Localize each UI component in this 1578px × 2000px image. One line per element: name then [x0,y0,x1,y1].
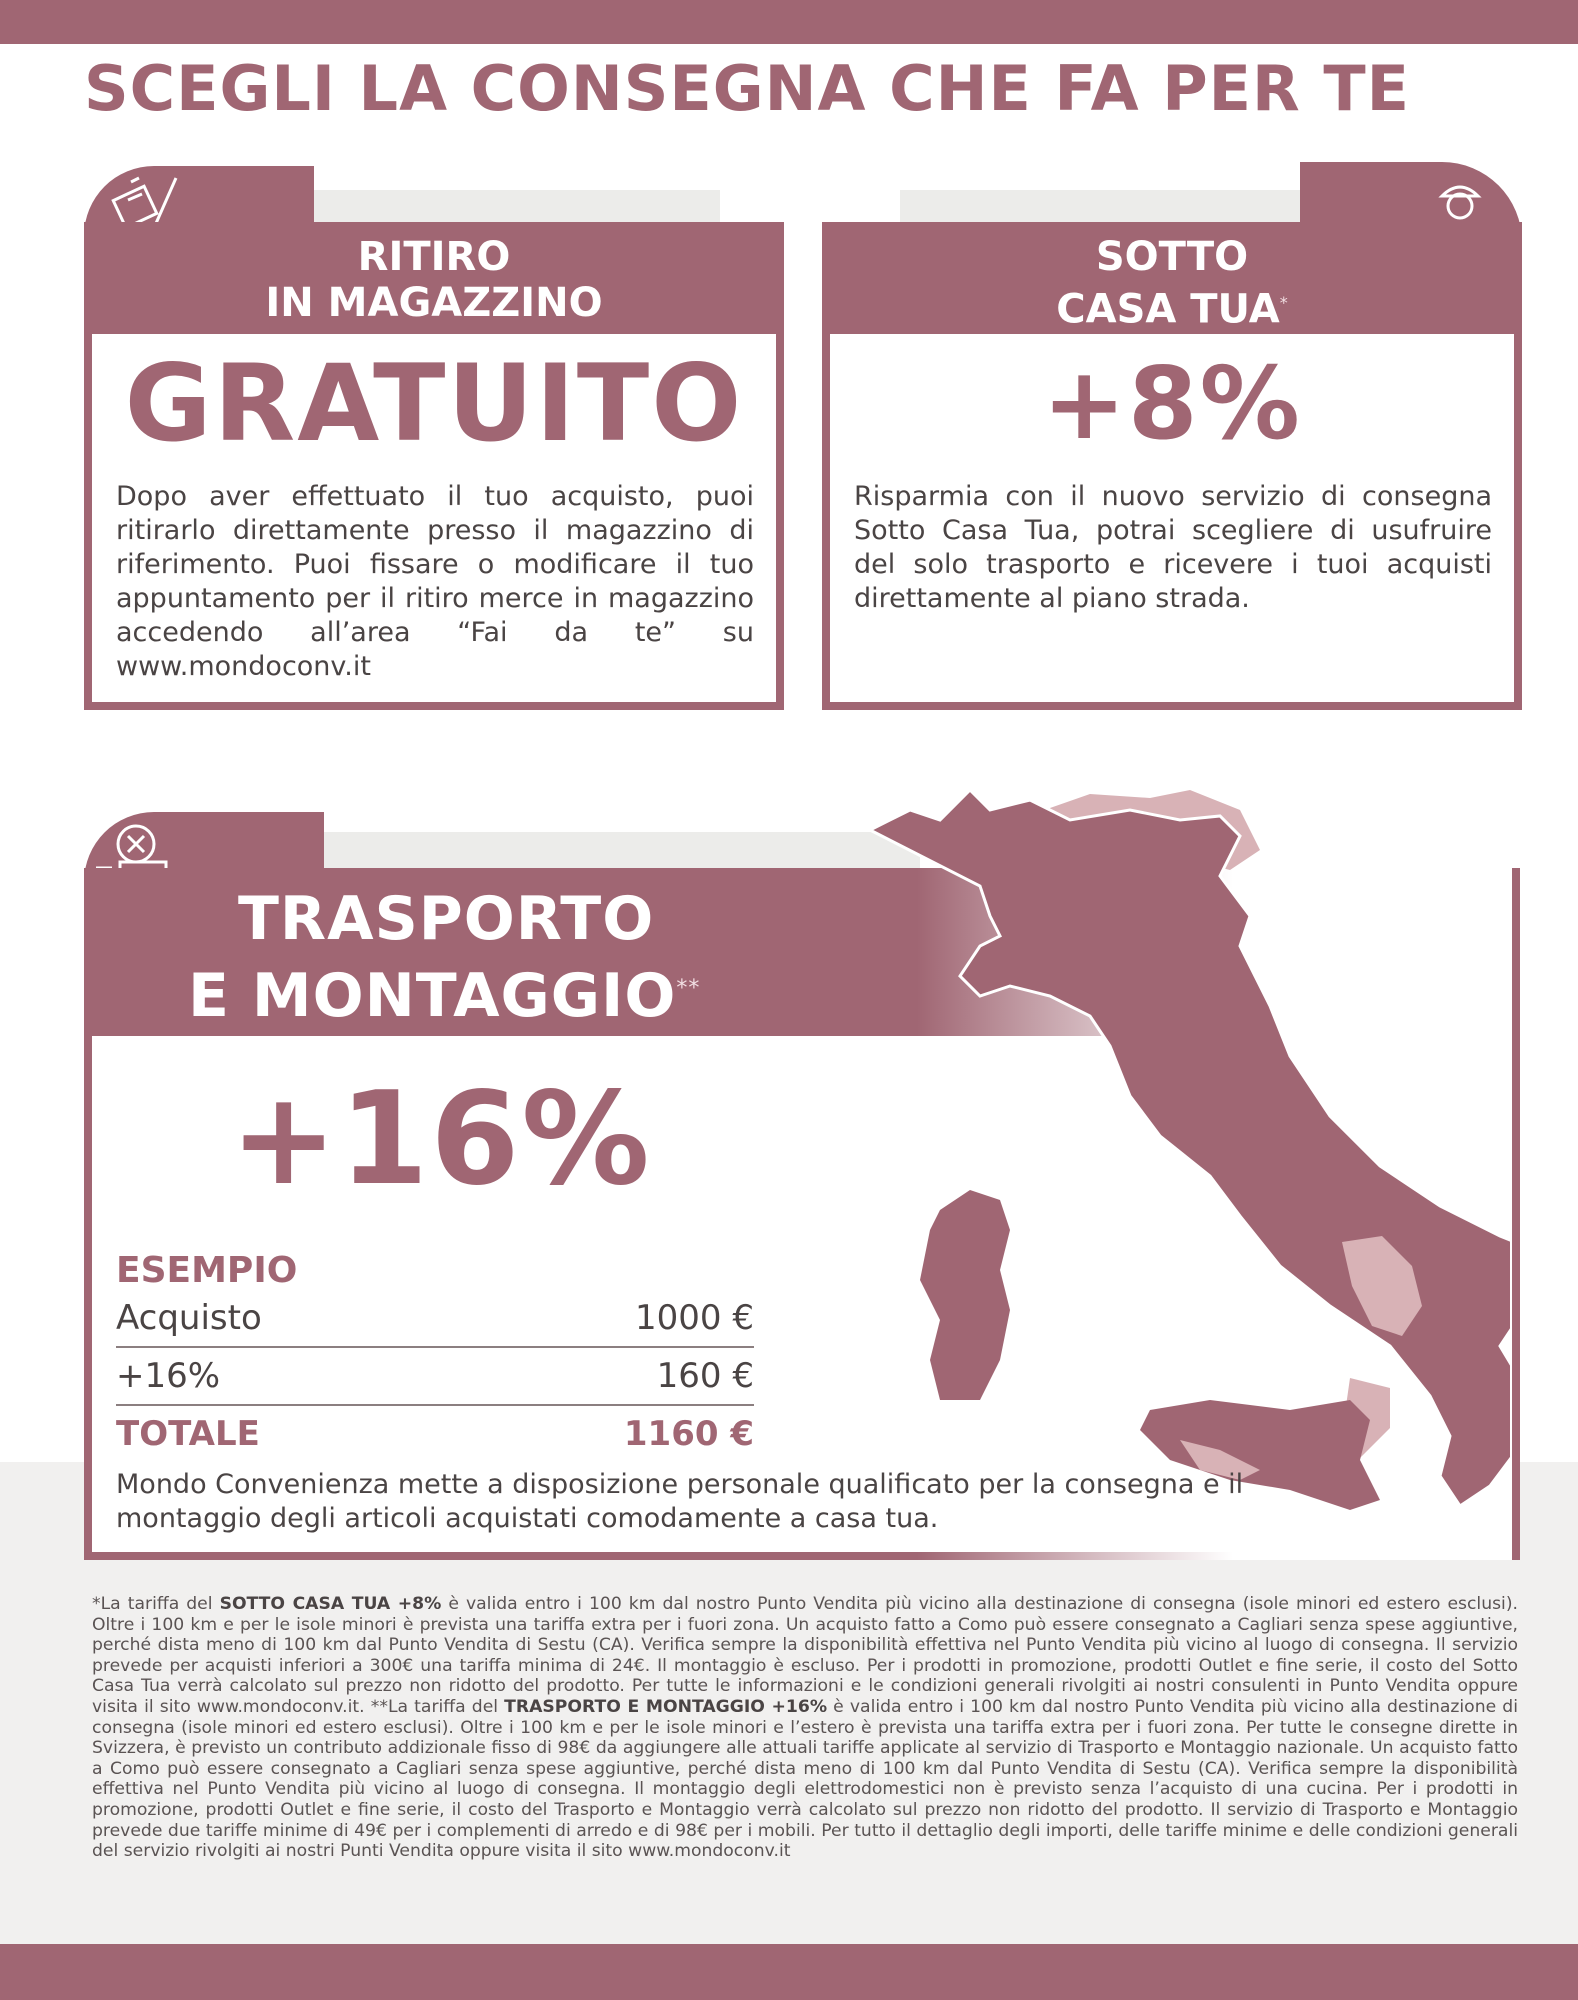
example-row [116,1290,754,1346]
example-row-value: 1000 € [635,1298,754,1338]
card-heading-line: RITIRO [357,234,511,280]
price-plus-16: +16% [230,1065,652,1214]
italy-map-icon [850,760,1510,1520]
bottom-brand-bar [0,1944,1578,2000]
footnote-text [92,1594,1518,1862]
card-sotto-casa [822,222,1522,710]
card-ritiro-body [92,334,776,702]
footnote-mark: ** [676,976,701,1001]
card-heading-line: IN MAGAZZINO [265,280,603,326]
footnote-bold: TRASPORTO E MONTAGGIO +16% [504,1696,828,1717]
card-ritiro-description: Dopo aver effettuato il tuo acquisto, puoi ritirarlo direttamente presso il magazzino di riferimento. Puoi fissare o modificare il tuo appuntamento per il ritiro merce in magazzino accedendo all’area “Fai da te” su www.mondoconv.it [116,481,754,682]
example-row-label: +16% [116,1356,221,1396]
card-heading-line [188,954,700,1031]
footnote-bold: SOTTO CASA TUA +8% [219,1594,442,1614]
example-row-label: Acquisto [116,1298,262,1338]
price-gratuito: GRATUITO [124,342,744,465]
example-row-value: 160 € [656,1356,754,1396]
top-brand-bar [0,0,1578,44]
example-row-label: TOTALE [116,1414,260,1454]
example-title: ESEMPIO [116,1250,298,1291]
card-heading-line [822,280,1522,332]
price-plus-8: +8% [1042,345,1302,462]
footnote-part: è valida entro i 100 km dal nostro Punto Vendita più vicino alla destinazione di consegna (isole minori ed estero esclusi). Oltre i 100 km e per le isole minori e l’estero è prevista una tariffa extra per i fuori zona. Per tutte le consegne dirette in Svizzera, è previsto un contributo addizionale fisso di 98€ da aggiungere alle attuali tariffe applicate al servizio di Trasporto e Montaggio nazionale. Un acquisto fatto a Como può essere consegnato a Cagliari senza spese aggiuntive, perché dista meno di 100 km dal Punto Vendita di Sestu (CA). Verifica sempre la disponibilità effettiva nel Punto Vendita più vicino al luogo di consegna. Il montaggio degli elettrodomestici non è previsto senza l’acquisto di una cucina. Per i prodotti in promozione, prodotti Outlet e fine serie, il costo del Trasporto e Montaggio verrà calcolato sul prezzo non ridotto del prodotto. Il servizio di Trasporto e Montaggio prevede due tariffe minime di 49€ per i complementi di arredo e di 98€ per i mobili. Per tutto il dettaglio degli importi, delle tariffe minime e delle condizioni generali del servizio rivolgiti ai nostri Punti Vendita oppure visita il sito www.mondoconv.it [92,1696,1518,1862]
example-row [116,1348,754,1404]
card-sotto-casa-body [830,334,1514,702]
footnote-part: *La tariffa del [92,1594,220,1614]
card-trasporto-description: Mondo Convenienza mette a disposizione personale qualificato per la consegna e il montaggio degli articoli acquistati comodamente a casa tua. [116,1469,1244,1534]
card-right-border [1512,868,1520,1560]
card-sotto-casa-heading [822,234,1522,332]
card-trasporto-heading [188,884,700,1031]
card-heading-text: CASA TUA [1056,286,1280,333]
card-ritiro-heading [84,234,784,326]
page-title: SCEGLI LA CONSEGNA CHE FA PER TE [84,52,1410,125]
example-row-value: 1160 € [623,1414,754,1454]
card-sotto-casa-description: Risparmia con il nuovo servizio di consegna Sotto Casa Tua, potrai scegliere di usufruire del solo trasporto e ricevere i tuoi acquisti direttamente al piano strada. [854,481,1492,614]
footnote-part: è valida entro i 100 km dal nostro Punto Vendita più vicino alla destinazione di consegna (isole minori ed estero esclusi). Oltre i 100 km e per le isole minori è prevista una tariffa extra per i fuori zona. Un acquisto fatto a Como può essere consegnato a Cagliari senza spese aggiuntive, perché dista meno di 100 km dal Punto Vendita di Sestu (CA). Verifica sempre la disponibilità effettiva nel Punto Vendita più vicino al luogo di consegna. Il servizio prevede per acquisti inferiori a 300€ una tariffa minima di 24€. Il montaggio è escluso. Per i prodotti in promozione, prodotti Outlet e fine serie, il costo del Sotto Casa Tua verrà calcolato sul prezzo non ridotto del prodotto. Per tutte le informazioni e le condizioni generali rivolgiti ai nostri consulenti in Punto Vendita oppure visita il sito www.mondoconv.it. **La tariffa del [92,1594,1518,1717]
card-heading-line: TRASPORTO [238,884,655,954]
card-heading-line: SOTTO [1095,234,1249,280]
card-ritiro [84,222,784,710]
example-row-total [116,1406,754,1462]
card-heading-text: E MONTAGGIO [188,961,677,1031]
footnote-mark: * [1279,293,1288,312]
